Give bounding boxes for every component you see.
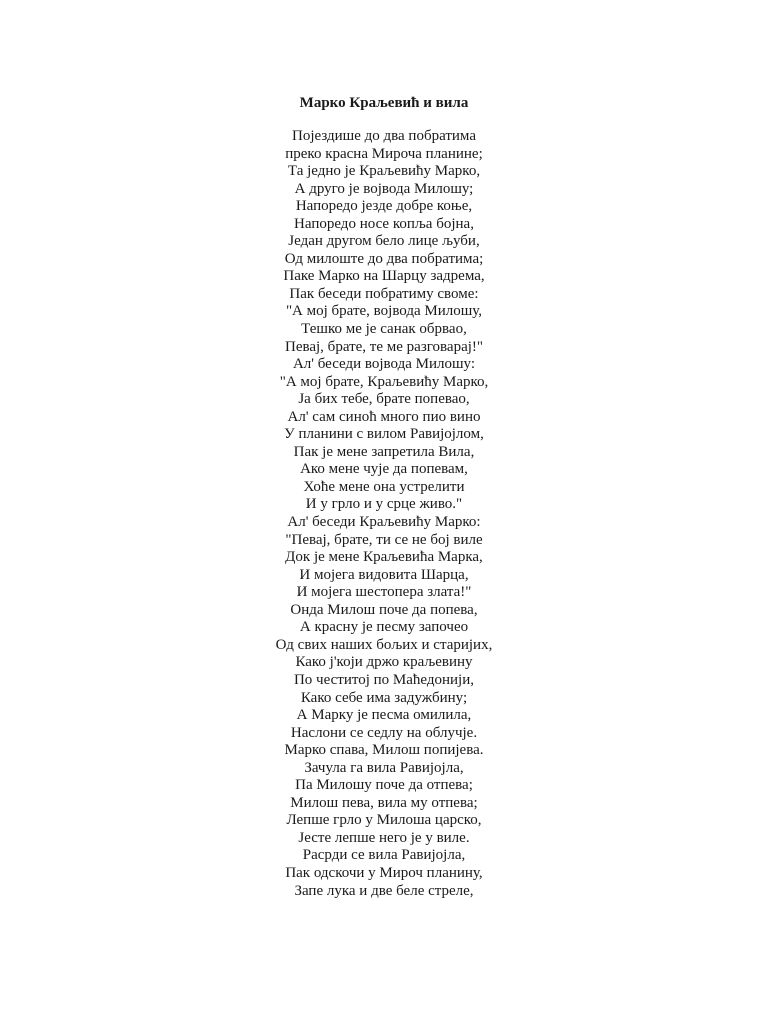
poem-line: Хоће мене она устрелити <box>303 478 465 495</box>
poem-line: Док је мене Краљевића Марка, <box>285 549 483 566</box>
poem-line: Запе лука и две беле стреле, <box>294 882 474 899</box>
poem-line: Онда Милош поче да попева, <box>290 601 478 618</box>
poem-line: Јесте лепше него је у виле. <box>298 829 470 846</box>
poem-line: Од свих наших бољих и старијих, <box>275 636 493 653</box>
poem-line: "А мој брате, војвода Милошу, <box>285 303 483 320</box>
poem-line: "А мој брате, Краљевићу Марко, <box>279 373 489 390</box>
poem-line: А друго је војвода Милошу; <box>294 180 474 197</box>
poem-line: А красну је песму започео <box>299 619 469 636</box>
poem-line: И мојега видовита Шарца, <box>299 566 469 583</box>
poem-line: Паке Марко на Шарцу задрема, <box>283 268 485 285</box>
poem-title: Марко Краљевић и вила <box>299 95 469 111</box>
poem-line: Ал' сам синоћ много пио вино <box>287 408 481 425</box>
poem-line: Па Милошу поче да отпева; <box>295 777 473 794</box>
poem-line: Тешко ме је санак обрвао, <box>301 321 467 338</box>
poem-line: И у грло и у срце живо." <box>305 496 463 513</box>
poem-line: Како ј'који држо краљевину <box>295 654 473 671</box>
poem-line: Ал' беседи војвода Милошу: <box>292 356 476 373</box>
poem-line: А Марку је песма омилила, <box>296 707 472 724</box>
poem-line: Како себе има задужбину; <box>300 689 468 706</box>
poem-line: Зачула га вила Равијојла, <box>304 759 464 776</box>
poem-line: Од милоште до два побратима; <box>284 250 484 267</box>
poem-body <box>0 128 768 900</box>
poem-line: Расрди се вила Равијојла, <box>302 847 466 864</box>
poem-line: Пак одскочи у Мироч планину, <box>285 864 483 881</box>
poem-line: Напоредо носе копља бојна, <box>294 215 474 232</box>
poem-line: "Певај, брате, ти се не бој виле <box>285 531 483 548</box>
poem-line: Лепше грло у Милоша царско, <box>286 812 482 829</box>
poem-line: Ја бих тебе, брате попевао, <box>298 391 470 408</box>
poem-line: У планини с вилом Равијојлом, <box>284 426 484 443</box>
poem-line: Појездише до два побратима <box>292 128 476 144</box>
poem-line: Напоредо језде добре коње, <box>295 198 473 215</box>
poem-line: Певај, брате, те ме разговарај!" <box>284 338 484 355</box>
poem-line: По честитој по Маћедонији, <box>293 671 475 688</box>
poem-line: Наслони се седлу на облучје. <box>290 724 478 741</box>
poem-line: Један другом бело лице љуби, <box>288 233 480 250</box>
poem-line: преко красна Мироча планине; <box>285 145 483 162</box>
poem-line: Марко спава, Милош попијева. <box>284 742 484 759</box>
poem-line: Ако мене чује да попевам, <box>300 461 468 478</box>
poem-line: Пак је мене запретила Вила, <box>293 443 475 460</box>
poem-line: Та једно је Краљевићу Марко, <box>287 163 481 180</box>
poem-line: Ал' беседи Краљевићу Марко: <box>287 514 481 531</box>
poem-line: Пак беседи побратиму своме: <box>289 285 479 302</box>
poem-line: Милош пева, вила му отпева; <box>290 794 478 811</box>
poem-line: И мојега шестопера злата!" <box>296 584 472 601</box>
